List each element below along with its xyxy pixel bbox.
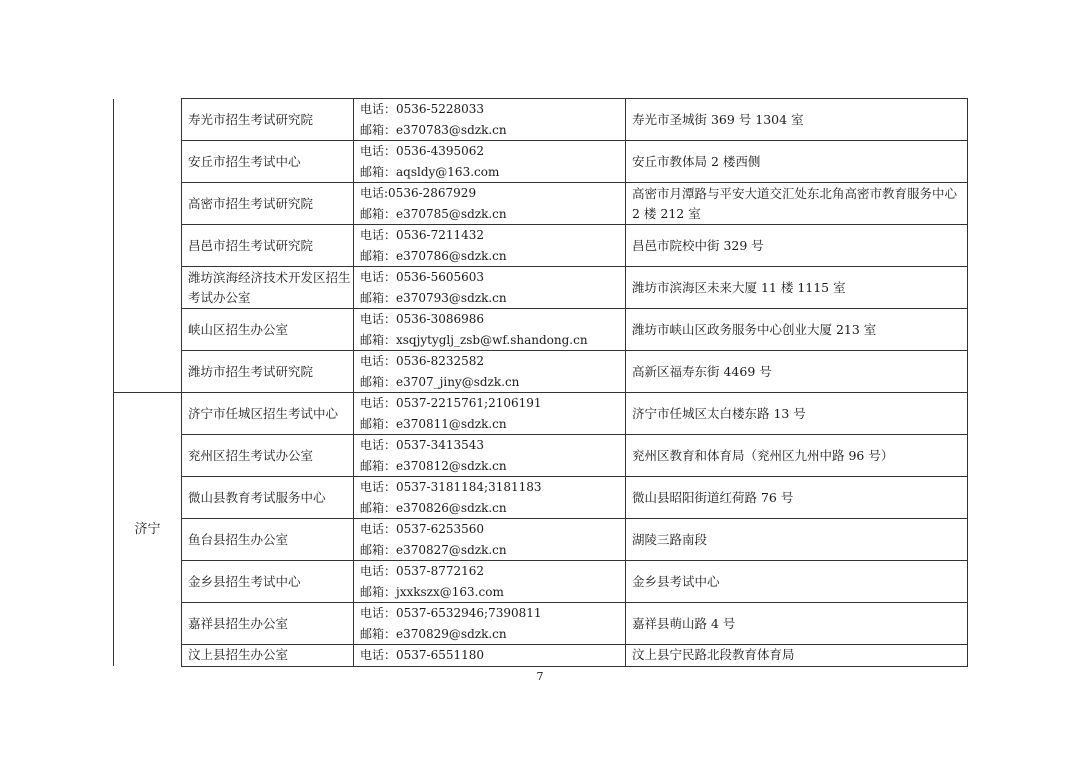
email: 邮箱：e370812@sdzk.cn — [360, 458, 507, 473]
contact-info — [354, 225, 626, 267]
office-name: 峡山区招生办公室 — [182, 309, 354, 351]
contact-info — [354, 603, 626, 645]
address: 高新区福寿东街 4469 号 — [626, 351, 968, 393]
email: 邮箱：e370829@sdzk.cn — [360, 626, 507, 641]
phone: 电话：0536-7211432 — [360, 228, 485, 242]
office-name: 潍坊滨海经济技术开发区招生考试办公室 — [182, 267, 354, 309]
phone: 电话：0537-2215761;2106191 — [360, 396, 542, 410]
phone: 电话：0536-5605603 — [360, 270, 485, 284]
office-name: 昌邑市招生考试研究院 — [182, 225, 354, 267]
contact-info — [354, 435, 626, 477]
region-cell-jining: 济宁 — [114, 393, 182, 667]
contact-info — [354, 519, 626, 561]
email: 邮箱：e370786@sdzk.cn — [360, 248, 507, 263]
address: 潍坊市滨海区未来大厦 11 楼 1115 室 — [626, 267, 968, 309]
address: 安丘市教体局 2 楼西侧 — [626, 141, 968, 183]
phone: 电话：0536-5228033 — [360, 102, 485, 116]
contact-table — [113, 98, 968, 667]
phone: 电话：0537-6253560 — [360, 522, 485, 536]
contact-info — [354, 561, 626, 603]
table-row — [114, 183, 968, 225]
table-row — [114, 645, 968, 667]
office-name: 寿光市招生考试研究院 — [182, 99, 354, 141]
email: 邮箱：xsqjytyglj_zsb@wf.shandong.cn — [360, 332, 588, 347]
address: 潍坊市峡山区政务服务中心创业大厦 213 室 — [626, 309, 968, 351]
email: 邮箱：e370785@sdzk.cn — [360, 206, 507, 221]
email: 邮箱：e370826@sdzk.cn — [360, 500, 507, 515]
contact-info — [354, 309, 626, 351]
office-name: 鱼台县招生办公室 — [182, 519, 354, 561]
email: 邮箱：e3707_jiny@sdzk.cn — [360, 374, 520, 389]
email: 邮箱：jxxkszx@163.com — [360, 584, 504, 599]
address: 嘉祥县萌山路 4 号 — [626, 603, 968, 645]
phone: 电话：0536-4395062 — [360, 144, 485, 158]
phone: 电话:0536-2867929 — [360, 186, 477, 200]
contact-info — [354, 267, 626, 309]
phone: 电话：0536-3086986 — [360, 312, 485, 326]
address: 兖州区教育和体育局（兖州区九州中路 96 号） — [626, 435, 968, 477]
table-row — [114, 225, 968, 267]
address: 寿光市圣城街 369 号 1304 室 — [626, 99, 968, 141]
phone: 电话：0537-6551180 — [360, 648, 485, 662]
email: 邮箱：e370783@sdzk.cn — [360, 122, 507, 137]
contact-info — [354, 183, 626, 225]
table-row — [114, 393, 968, 435]
table-row — [114, 309, 968, 351]
contact-info — [354, 645, 626, 667]
contact-info — [354, 99, 626, 141]
table-row — [114, 435, 968, 477]
office-name: 微山县教育考试服务中心 — [182, 477, 354, 519]
region-cell-weifang — [114, 99, 182, 393]
office-name: 金乡县招生考试中心 — [182, 561, 354, 603]
address: 微山县昭阳街道红荷路 76 号 — [626, 477, 968, 519]
office-name: 安丘市招生考试中心 — [182, 141, 354, 183]
email: 邮箱：e370793@sdzk.cn — [360, 290, 507, 305]
table-row — [114, 603, 968, 645]
address: 昌邑市院校中街 329 号 — [626, 225, 968, 267]
office-name: 济宁市任城区招生考试中心 — [182, 393, 354, 435]
office-name: 兖州区招生考试办公室 — [182, 435, 354, 477]
email: 邮箱：e370827@sdzk.cn — [360, 542, 507, 557]
address: 金乡县考试中心 — [626, 561, 968, 603]
contact-info — [354, 477, 626, 519]
email: 邮箱：aqsldy@163.com — [360, 164, 500, 179]
office-name: 潍坊市招生考试研究院 — [182, 351, 354, 393]
table-row — [114, 561, 968, 603]
phone: 电话：0537-8772162 — [360, 564, 485, 578]
address: 汶上县宁民路北段教育体育局 — [626, 645, 968, 667]
phone: 电话：0537-6532946;7390811 — [360, 606, 542, 620]
office-name: 高密市招生考试研究院 — [182, 183, 354, 225]
office-name: 汶上县招生办公室 — [182, 645, 354, 667]
contact-info — [354, 393, 626, 435]
table-row — [114, 477, 968, 519]
table-row — [114, 267, 968, 309]
office-name: 嘉祥县招生办公室 — [182, 603, 354, 645]
page-number: 7 — [536, 670, 544, 683]
table-row — [114, 141, 968, 183]
phone: 电话：0537-3181184;3181183 — [360, 480, 542, 494]
phone: 电话：0537-3413543 — [360, 438, 485, 452]
table-row — [114, 351, 968, 393]
contact-info — [354, 351, 626, 393]
table-row — [114, 519, 968, 561]
address: 济宁市任城区太白楼东路 13 号 — [626, 393, 968, 435]
email: 邮箱：e370811@sdzk.cn — [360, 416, 507, 431]
contact-info — [354, 141, 626, 183]
address: 高密市月潭路与平安大道交汇处东北角高密市教育服务中心 2 楼 212 室 — [626, 183, 968, 225]
table-row — [114, 99, 968, 141]
phone: 电话：0536-8232582 — [360, 354, 485, 368]
address: 湖陵三路南段 — [626, 519, 968, 561]
